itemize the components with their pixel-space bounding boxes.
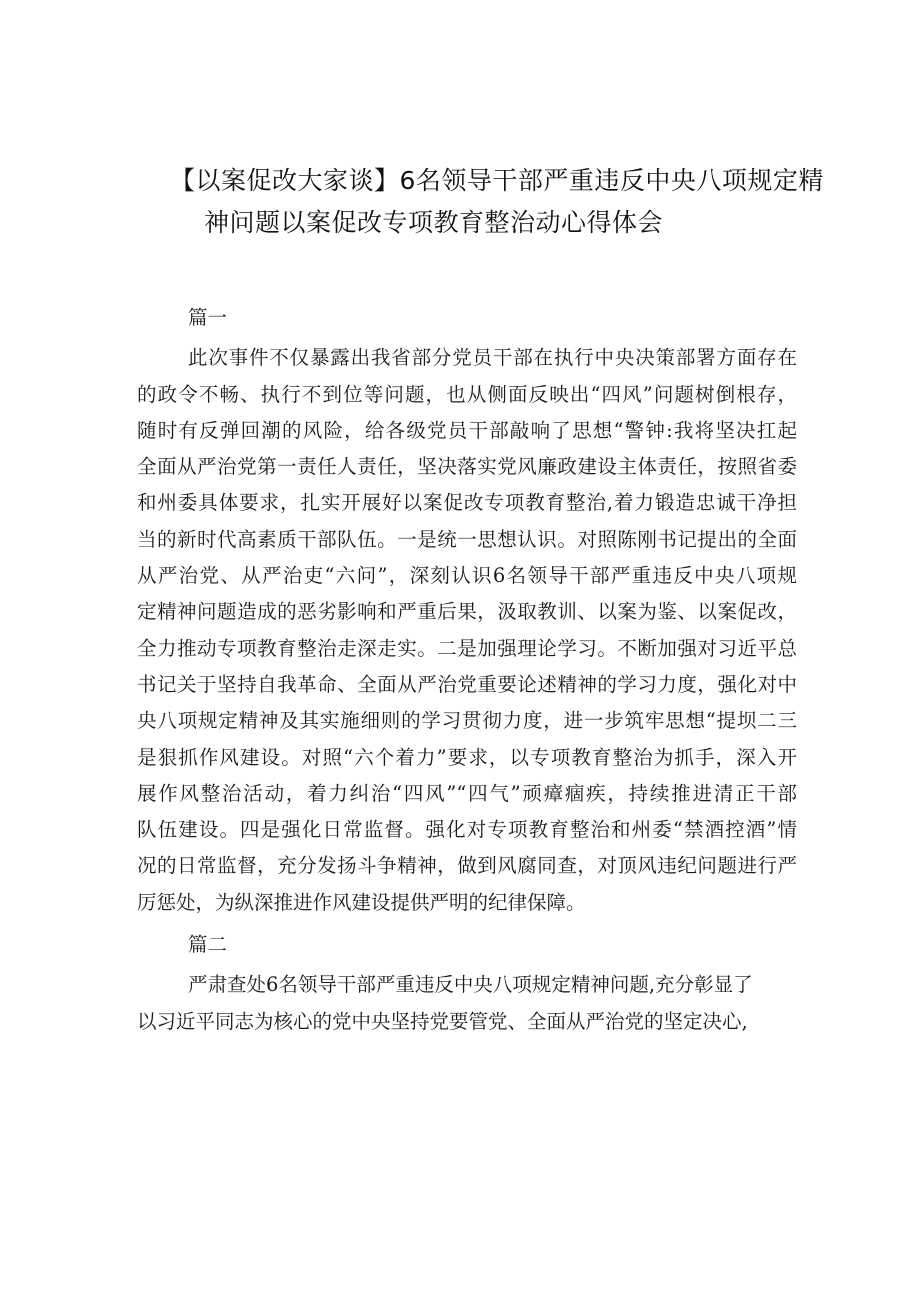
paragraph-line: 的政令不畅、执行不到位等问题，也从侧面反映出“四风”问题树倒根存， bbox=[137, 382, 797, 406]
paragraph-line: 从严治党、从严治吏“六问”，深刻认识6名领导干部严重违反中央八项规 bbox=[137, 564, 797, 588]
paragraph-line: 是狠抓作风建设。对照“六个着力”要求，以专项教育整治为抓手，深入开 bbox=[137, 745, 797, 769]
paragraph-line: 此次事件不仅暴露出我省部分党员干部在执行中央决策部署方面存在 bbox=[188, 346, 797, 370]
paragraph-line: 况的日常监督，充分发扬斗争精神，做到风腐同查，对顶风违纪问题进行严 bbox=[137, 854, 797, 878]
paragraph-line: 严肃查处6名领导干部严重违反中央八项规定精神问题,充分彰显了 bbox=[188, 973, 753, 997]
paragraph-line: 当的新时代高素质干部队伍。一是统一思想认识。对照陈刚书记提出的全面 bbox=[137, 527, 797, 551]
paragraph-line: 和州委具体要求，扎实开展好以案促改专项教育整治,着力锻造忠诚干净担 bbox=[137, 491, 797, 515]
paragraph-line: 全面从严治党第一责任人责任，坚决落实党风廉政建设主体责任，按照省委 bbox=[137, 455, 797, 479]
paragraph-line: 书记关于坚持自我革命、全面从严治党重要论述精神的学习力度，强化对中 bbox=[137, 672, 797, 696]
paragraph-line: 定精神问题造成的恶劣影响和严重后果，汲取教训、以案为鉴、以案促改， bbox=[137, 600, 797, 624]
section-heading: 篇一 bbox=[188, 306, 228, 329]
title-line-1: 【以案促改大家谈】6名领导干部严重违反中央八项规定精 bbox=[170, 166, 824, 195]
paragraph-line: 队伍建设。四是强化日常监督。强化对专项教育整治和州委“禁酒控酒”情 bbox=[137, 818, 797, 842]
section-paragraph bbox=[137, 967, 797, 1040]
paragraph-line: 随时有反弹回潮的风险，给各级党员干部敲响了思想“警钟:我将坚决扛起 bbox=[137, 418, 797, 442]
document-body bbox=[137, 300, 797, 1040]
section-paragraph bbox=[137, 340, 797, 921]
paragraph-line: 全力推动专项教育整治走深走实。二是加强理论学习。不断加强对习近平总 bbox=[137, 636, 797, 660]
paragraph-line: 展作风整治活动，着力纠治“四风”“四气”顽瘴痼疾，持续推进清正干部 bbox=[137, 781, 797, 805]
title-line-2: 神问题以案促改专项教育整治动心得体会 bbox=[204, 208, 664, 237]
section-heading: 篇二 bbox=[188, 933, 228, 957]
paragraph-line: 以习近平同志为核心的党中央坚持党要管党、全面从严治党的坚定决心, bbox=[137, 1009, 748, 1033]
paragraph-line: 厉惩处，为纵深推进作风建设提供严明的纪律保障。 bbox=[137, 890, 586, 914]
document-title bbox=[170, 160, 824, 244]
paragraph-line: 央八项规定精神及其实施细则的学习贯彻力度，进一步筑牢思想“提坝二三 bbox=[137, 709, 797, 733]
